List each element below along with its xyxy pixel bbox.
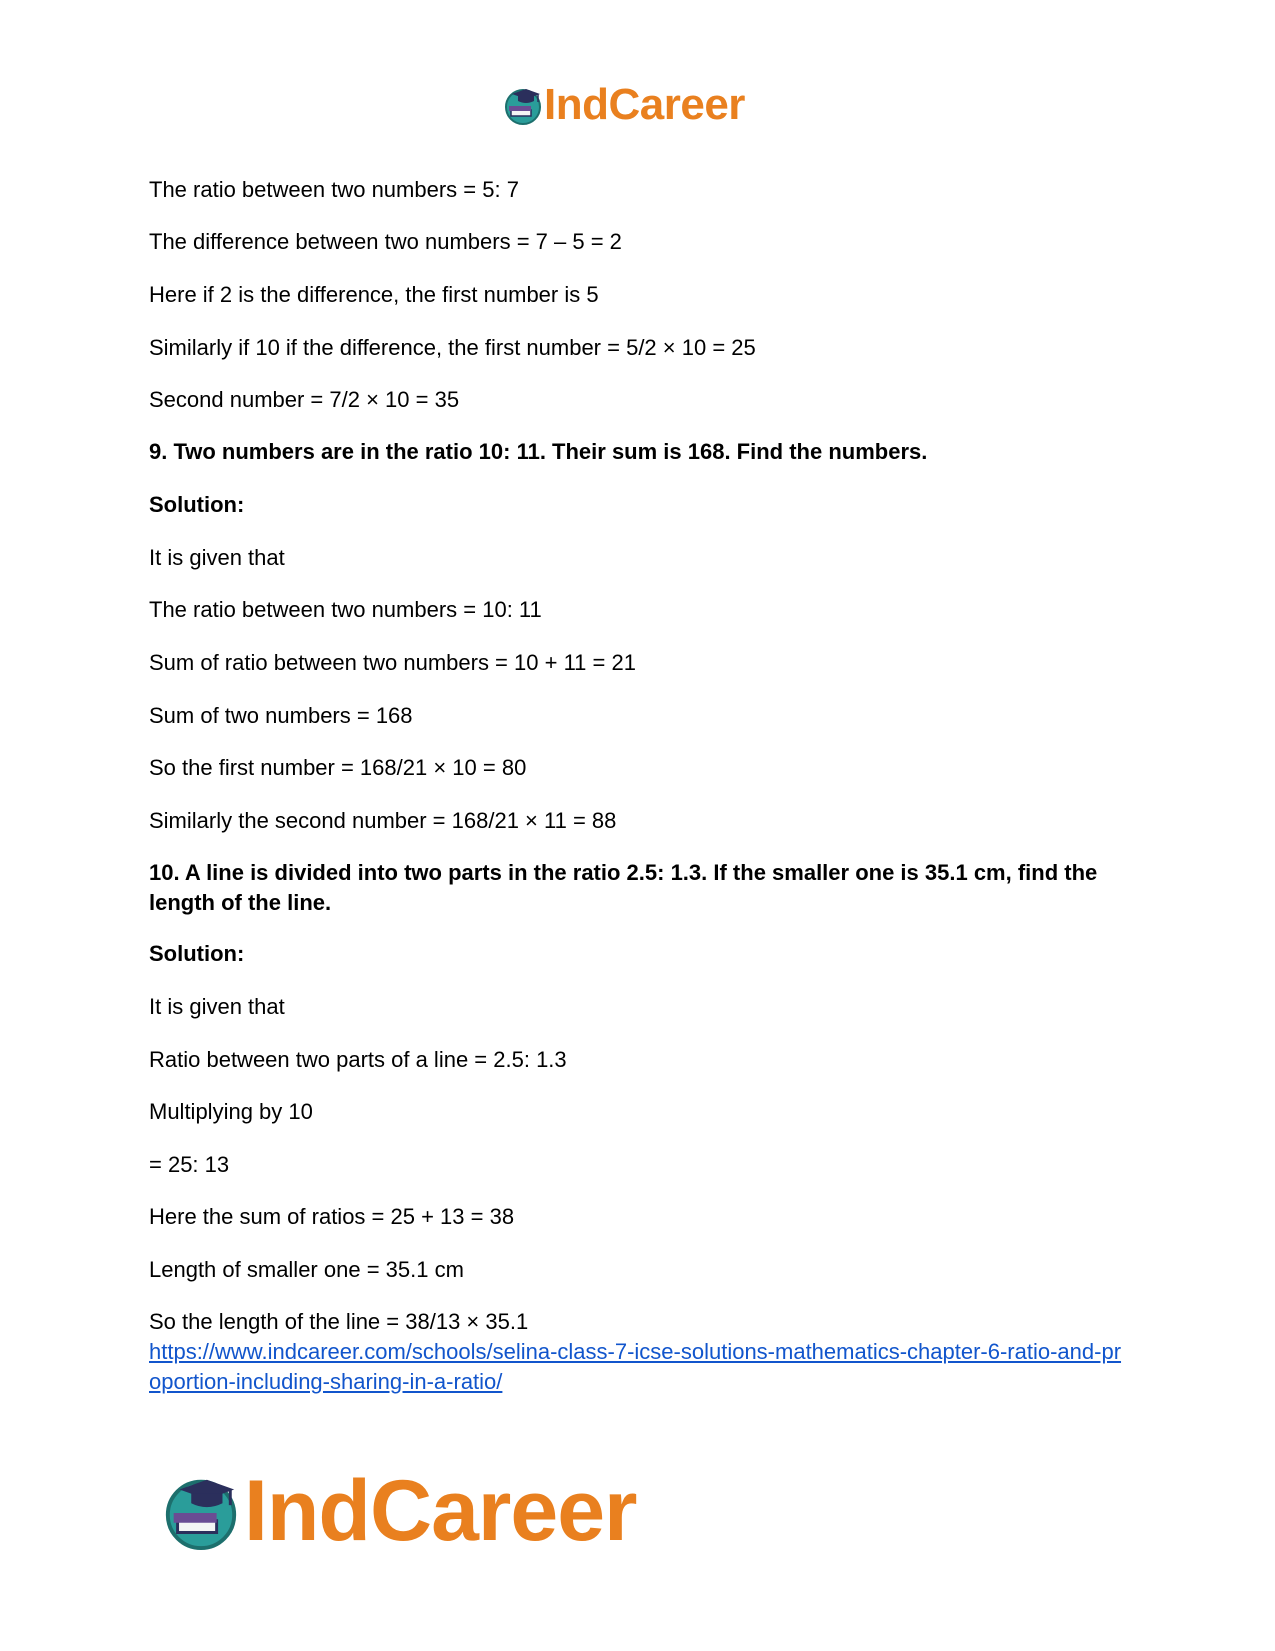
text-line: Length of smaller one = 35.1 cm [149, 1257, 464, 1282]
footer-logo [160, 1463, 637, 1559]
text-line: Here if 2 is the difference, the first number is 5 [149, 282, 599, 307]
text-line: Sum of two numbers = 168 [149, 703, 413, 728]
text-line: So the length of the line = 38/13 × 35.1 [149, 1309, 529, 1334]
text-line: The difference between two numbers = 7 – 5 = 2 [149, 229, 622, 254]
text-line: = 25: 13 [149, 1152, 230, 1177]
text-line: It is given that [149, 994, 285, 1019]
text-line: It is given that [149, 545, 285, 570]
text-line: So the first number = 168/21 × 10 = 80 [149, 755, 527, 780]
solution-label: Solution: [149, 941, 245, 966]
footer-logo-text: IndCareer [244, 1463, 637, 1559]
text-line: Similarly the second number = 168/21 × 11 = 88 [149, 808, 617, 833]
text-line: The ratio between two numbers = 5: 7 [149, 177, 519, 202]
text-line: Similarly if 10 if the difference, the first number = 5/2 × 10 = 25 [149, 335, 756, 360]
text-line: Multiplying by 10 [149, 1099, 313, 1124]
text-line: Sum of ratio between two numbers = 10 + 11 = 21 [149, 650, 636, 675]
text-line: Ratio between two parts of a line = 2.5: 1.3 [149, 1047, 567, 1072]
question-heading: 9. Two numbers are in the ratio 10: 11. Their sum is 168. Find the numbers. [149, 439, 928, 464]
header-logo-text: IndCareer [544, 80, 745, 129]
text-line: Second number = 7/2 × 10 = 35 [149, 387, 460, 412]
header-logo [502, 80, 745, 130]
solution-label: Solution: [149, 492, 245, 517]
globe-graduation-cap-icon [502, 84, 544, 126]
question-heading: 10. A line is divided into two parts in the ratio 2.5: 1.3. If the smaller one is 35.1 cm, find the length of the line. [149, 860, 1098, 915]
globe-graduation-cap-icon [160, 1470, 242, 1552]
source-link[interactable]: https://www.indcareer.com/schools/selina-class-7-icse-solutions-mathematics-chapter-6-ratio-and-proportion-including-sharing-in-a-ratio/ [149, 1339, 1122, 1394]
text-line: The ratio between two numbers = 10: 11 [149, 597, 542, 622]
text-line: Here the sum of ratios = 25 + 13 = 38 [149, 1204, 515, 1229]
